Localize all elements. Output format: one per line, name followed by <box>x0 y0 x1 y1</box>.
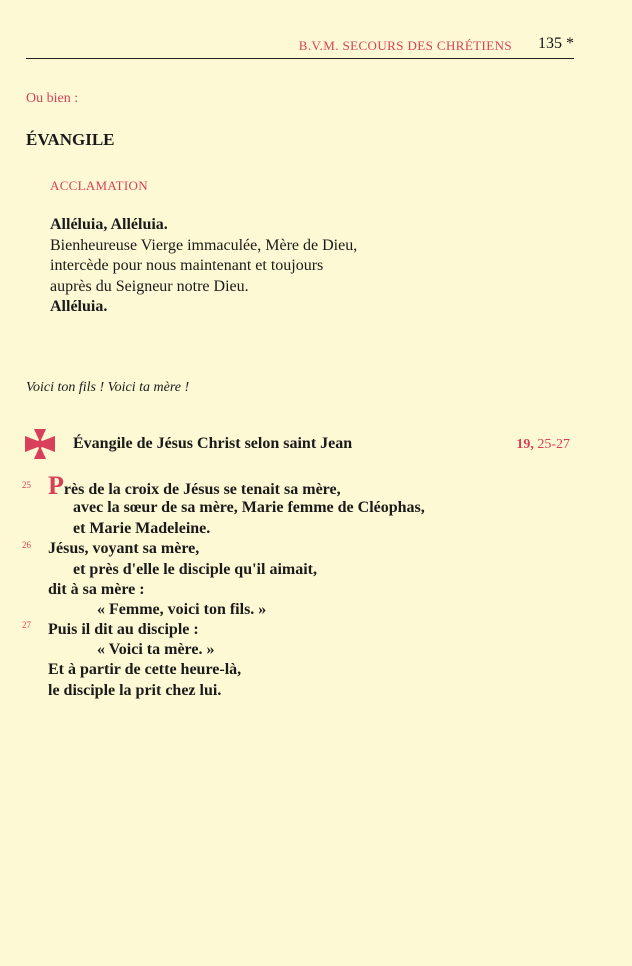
acclamation-line: intercède pour nous maintenant et toujours <box>50 257 324 274</box>
acclamation-text <box>50 215 357 318</box>
gospel-heading: ÉVANGILE <box>26 130 115 149</box>
scripture-reference <box>516 437 570 453</box>
gospel-line: Et à partir de cette heure-là, <box>48 661 242 678</box>
acclamation-line: auprès du Seigneur notre Dieu. <box>50 277 249 295</box>
gospel-line: « Voici ta mère. » <box>97 641 215 658</box>
running-head: B.V.M. SECOURS DES CHRÉTIENS <box>298 38 512 53</box>
page-header <box>26 36 574 59</box>
gospel-line: avec la sœur de sa mère, Marie femme de Cléophas, <box>73 499 425 516</box>
reference-verses: 25-27 <box>537 437 570 452</box>
acclamation-label: ACCLAMATION <box>50 178 148 193</box>
gospel-line-text: rès de la croix de Jésus se tenait sa mère, <box>63 481 341 498</box>
gospel-line: « Femme, voici ton fils. » <box>97 601 267 618</box>
gospel-line: dit à sa mère : <box>48 581 145 598</box>
gospel-line <box>48 471 341 500</box>
drop-cap: P <box>48 471 64 500</box>
gospel-line: Jésus, voyant sa mère, <box>48 540 200 557</box>
gospel-line: Puis il dit au disciple : <box>48 621 199 638</box>
gospel-line: et Marie Madeleine. <box>73 520 211 537</box>
alternative-label: Ou bien : <box>26 91 79 106</box>
acclamation-line: Alléluia, Alléluia. <box>50 216 168 233</box>
cross-pattee-icon <box>24 428 56 460</box>
reading-theme: Voici ton fils ! Voici ta mère ! <box>26 380 190 395</box>
verse-number: 26 <box>22 540 31 550</box>
verse-number: 27 <box>22 620 31 630</box>
gospel-line: le disciple la prit chez lui. <box>48 682 222 699</box>
reference-chapter: 19, <box>516 437 534 452</box>
verse-number: 25 <box>22 480 31 490</box>
page-number: 135 * <box>538 35 574 52</box>
acclamation-line: Bienheureuse Vierge immaculée, Mère de Dieu, <box>50 236 358 254</box>
gospel-line: et près d'elle le disciple qu'il aimait, <box>73 561 317 578</box>
reading-title: Évangile de Jésus Christ selon saint Jean <box>73 435 353 452</box>
acclamation-line: Alléluia. <box>50 298 108 315</box>
